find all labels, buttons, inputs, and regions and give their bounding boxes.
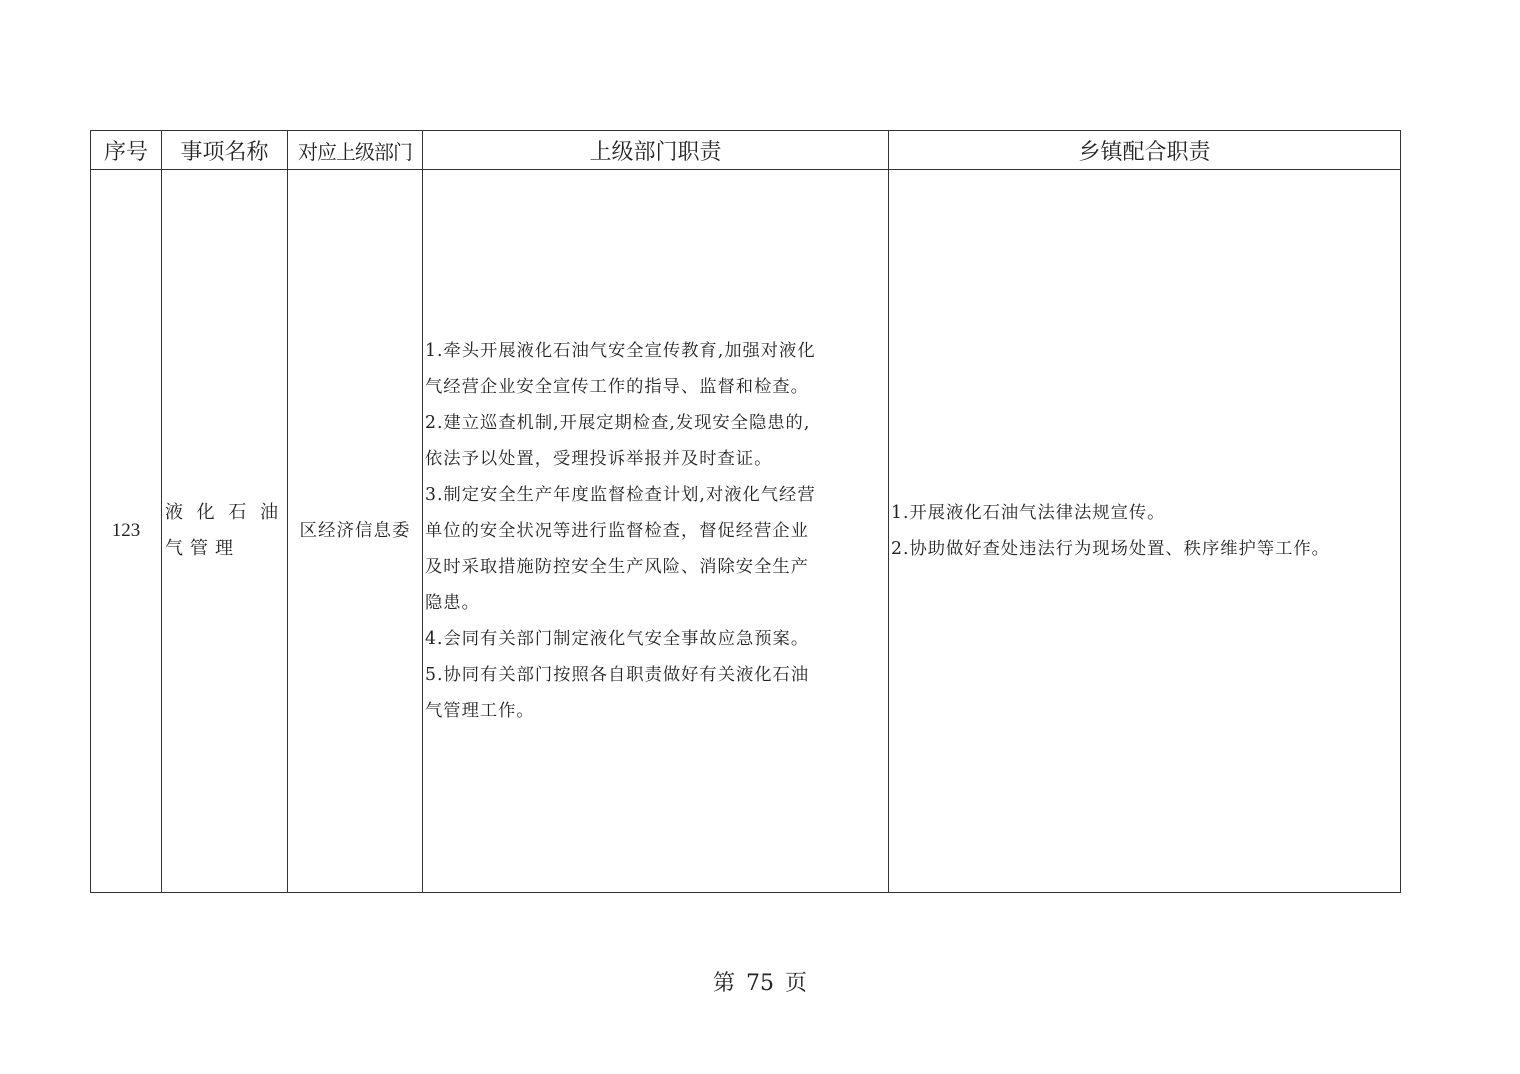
cell-upper-duties <box>423 170 889 893</box>
upper-duty-line: 4.会同有关部门制定液化气安全事故应急预案。 <box>425 629 810 649</box>
upper-duty-line: 3.制定安全生产年度监督检查计划,对液化气经营 <box>425 485 816 505</box>
header-upper-dept: 对应上级部门 <box>288 131 423 170</box>
upper-duty-line: 及时采取措施防控安全生产风险、消除安全生产 <box>425 557 809 577</box>
town-duty-line: 1.开展液化石油气法律法规宣传。 <box>891 503 1166 523</box>
header-town-duties: 乡镇配合职责 <box>889 131 1401 170</box>
cell-seq: 123 <box>91 170 162 893</box>
cell-upper-dept: 区经济信息委 <box>288 170 423 893</box>
upper-duty-line: 2.建立巡查机制,开展定期检查,发现安全隐患的, <box>425 413 811 433</box>
cell-item-name: 液化石油气管理 <box>162 170 288 893</box>
upper-duty-line: 5.协同有关部门按照各自职责做好有关液化石油 <box>425 665 810 685</box>
table-header-row <box>91 131 1401 170</box>
header-upper-duties: 上级部门职责 <box>423 131 889 170</box>
upper-duty-line: 依法予以处置，受理投诉举报并及时查证。 <box>425 449 773 469</box>
header-seq: 序号 <box>91 131 162 170</box>
header-item-name: 事项名称 <box>162 131 288 170</box>
page-number: 第 75 页 <box>713 971 807 996</box>
table-row <box>91 170 1401 893</box>
duties-table <box>90 130 1401 893</box>
upper-duty-line: 单位的安全状况等进行监督检查，督促经营企业 <box>425 521 809 541</box>
upper-duty-line: 1.牵头开展液化石油气安全宣传教育,加强对液化 <box>425 341 816 361</box>
upper-duty-line: 气经营企业安全宣传工作的指导、监督和检查。 <box>425 377 809 397</box>
upper-duty-line: 气管理工作。 <box>425 701 535 721</box>
town-duty-line: 2.协助做好查处违法行为现场处置、秩序维护等工作。 <box>891 539 1330 559</box>
upper-duty-line: 隐患。 <box>425 593 480 613</box>
cell-town-duties <box>889 170 1401 893</box>
